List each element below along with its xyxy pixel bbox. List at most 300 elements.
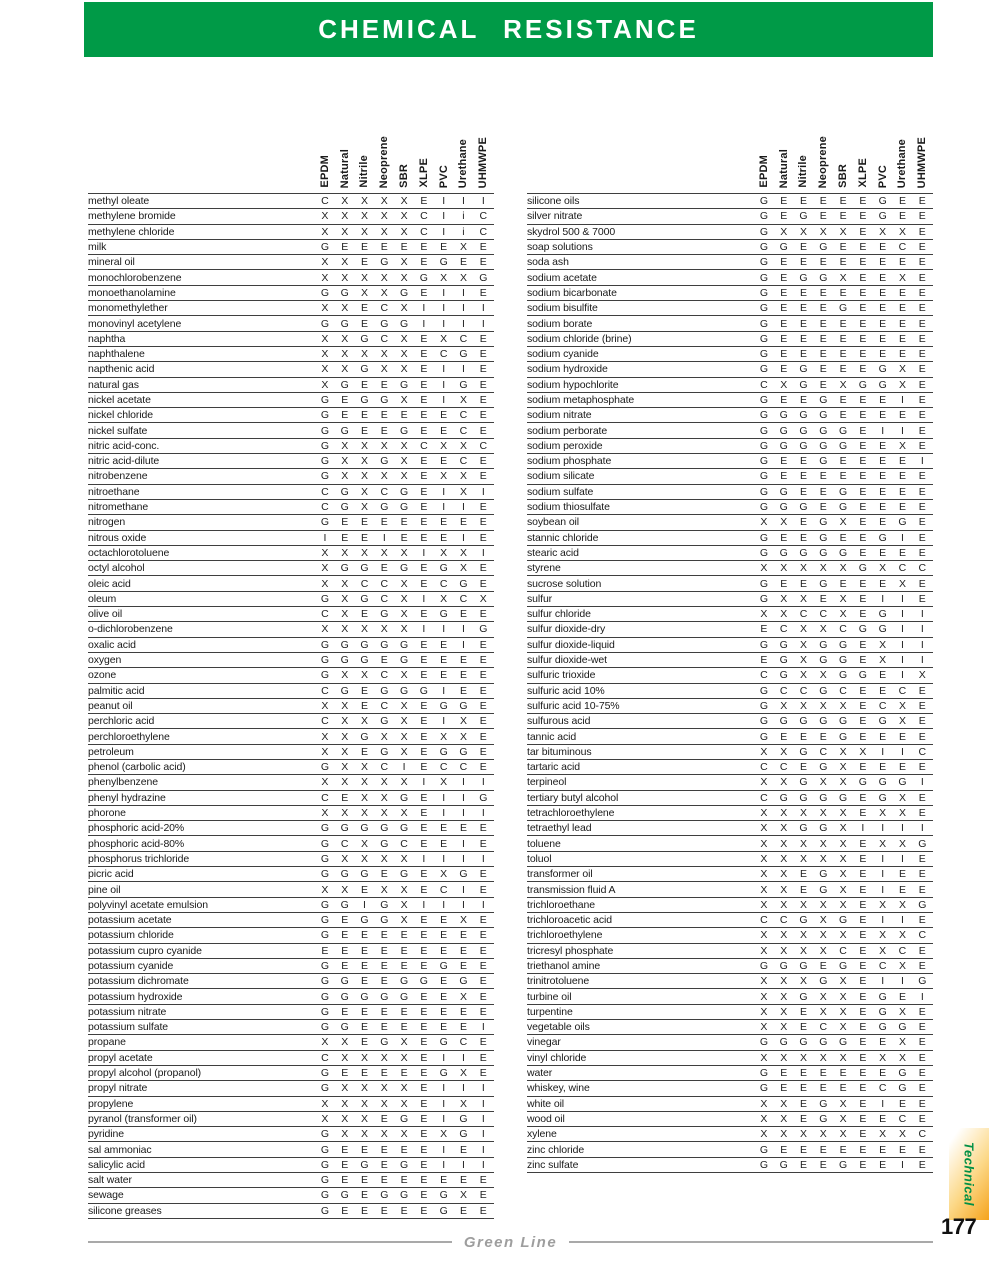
rating-cell: G (918, 837, 927, 850)
rating-cell: X (380, 1128, 388, 1141)
rating-cell: E (440, 516, 448, 529)
rating-cell: G (459, 1128, 468, 1141)
rating-cell: E (819, 332, 827, 345)
chemical-name: potassium cyanide (88, 959, 174, 972)
table-row (88, 1020, 494, 1035)
column-header-label: XLPE (417, 158, 430, 188)
rating-cell: I (881, 745, 885, 758)
rating-cell: G (839, 302, 848, 315)
rating-cell: I (881, 1097, 885, 1110)
chemical-name: tertiary butyl alcohol (527, 791, 619, 804)
rating-cell: E (780, 531, 788, 544)
rating-cell: E (420, 761, 428, 774)
rating-cell: E (380, 516, 388, 529)
rating-cell: G (819, 439, 828, 452)
rating-cell: G (819, 271, 828, 284)
rating-cell: G (459, 378, 468, 391)
rating-cell: G (400, 1112, 409, 1125)
rating-cell: G (340, 990, 349, 1003)
rating-cell: E (918, 1021, 926, 1034)
rating-cell: X (440, 271, 448, 284)
rating-cell: G (779, 546, 788, 559)
rating-cell: G (400, 562, 409, 575)
rating-cell: I (462, 531, 465, 544)
table-row (88, 974, 494, 989)
rating-cell: G (340, 317, 349, 330)
rating-cell: C (459, 455, 468, 468)
rating-cell: X (780, 852, 788, 865)
rating-cell: X (400, 1051, 408, 1064)
rating-cell: E (420, 669, 428, 682)
chemical-name: sulfuric acid 10% (527, 684, 605, 697)
rating-cell: E (360, 409, 368, 422)
table-row (527, 638, 933, 653)
rating-cell: E (918, 699, 926, 712)
rating-cell: G (858, 623, 867, 636)
table-row (527, 974, 933, 989)
rating-cell: C (779, 914, 788, 927)
rating-cell: I (881, 822, 885, 835)
rating-cell: X (321, 378, 329, 391)
rating-cell: X (839, 516, 847, 529)
rating-cell: E (380, 1021, 388, 1034)
rating-cell: E (420, 394, 428, 406)
table-row (88, 913, 494, 928)
rating-cell: X (760, 608, 768, 621)
rating-cell: E (918, 883, 926, 896)
rating-cell: X (360, 807, 368, 820)
table-row (88, 1204, 494, 1219)
rating-cell: E (400, 409, 408, 422)
rating-cell: I (920, 638, 924, 651)
rating-cell: X (459, 394, 467, 406)
rating-cell: I (481, 776, 485, 789)
rating-cell: E (341, 241, 349, 254)
rating-cell: G (839, 669, 848, 682)
rating-cell: X (341, 195, 349, 208)
rating-cell: G (759, 1067, 768, 1080)
column-header-nitrile (794, 155, 814, 193)
rating-cell: C (400, 837, 408, 850)
rating-cell: G (320, 1143, 329, 1156)
chemical-name: trinitrotoluene (527, 975, 590, 988)
rating-cell: I (901, 531, 904, 544)
rating-cell: E (859, 256, 867, 269)
rating-cell: X (780, 225, 788, 238)
page-title: CHEMICAL RESISTANCE (318, 14, 699, 44)
rating-cell: E (360, 1204, 368, 1217)
rating-cell: X (360, 485, 368, 498)
column-header-label: Nitrile (358, 155, 371, 188)
rating-cell: E (839, 317, 847, 330)
rating-cell: I (442, 501, 446, 514)
table-row (88, 592, 494, 607)
rating-cell: X (799, 837, 807, 850)
rating-cell: G (380, 822, 389, 835)
rating-cell: E (918, 409, 926, 422)
rating-cell: E (341, 944, 349, 957)
rating-cell: I (323, 531, 327, 544)
chemical-name: soybean oil (527, 516, 580, 529)
table-row (527, 378, 933, 393)
rating-cell: G (320, 669, 329, 682)
rating-cell: G (320, 424, 329, 437)
chemical-name: phosphoric acid-80% (88, 837, 185, 850)
rating-cell: X (780, 868, 788, 881)
rating-cell: G (320, 1005, 329, 1018)
rating-cell: X (360, 852, 368, 865)
rating-cell: E (440, 914, 448, 927)
rating-cell: G (320, 592, 329, 605)
rating-cell: G (320, 1158, 329, 1171)
rating-cell: G (320, 654, 329, 667)
rating-cell: E (879, 669, 887, 682)
rating-cell: E (918, 852, 926, 865)
rating-cell: I (881, 424, 885, 437)
rating-cell: G (779, 1158, 788, 1171)
rating-cell: E (839, 1143, 847, 1156)
chemical-name: nitric acid-conc. (88, 439, 160, 452)
rating-cell: E (918, 791, 926, 804)
table-row (88, 454, 494, 469)
rating-cell: E (799, 1143, 807, 1156)
rating-cell: I (481, 1143, 485, 1156)
rating-cell: E (341, 959, 349, 972)
rating-cell: G (779, 1036, 788, 1049)
rating-cell: I (462, 898, 465, 911)
rating-cell: G (819, 409, 828, 422)
table-row (88, 332, 494, 347)
rating-cell: X (839, 225, 847, 238)
table-row (88, 989, 494, 1004)
rating-cell: C (321, 485, 329, 498)
rating-cell: E (799, 455, 807, 468)
rating-cell: E (799, 317, 807, 330)
rating-cell: E (879, 409, 887, 422)
rating-cell: X (819, 562, 827, 575)
rating-cell: E (420, 654, 428, 667)
rating-cell: G (439, 1036, 448, 1049)
rating-cell: I (901, 654, 904, 667)
rating-cell: X (380, 195, 388, 208)
rating-cell: I (901, 822, 904, 835)
rating-cell: C (898, 684, 907, 697)
rating-cell: E (420, 1112, 428, 1125)
rating-cell: G (839, 715, 848, 728)
rating-cell: X (780, 745, 788, 758)
rating-cell: E (859, 608, 867, 621)
rating-cell: E (479, 684, 487, 697)
rating-cell: X (799, 807, 807, 820)
rating-cell: E (918, 516, 926, 529)
rating-cell: E (360, 531, 368, 544)
rating-cell: X (760, 745, 768, 758)
rating-cell: G (759, 715, 768, 728)
chemical-name: nitrogen (88, 516, 126, 529)
rating-cell: E (859, 914, 867, 927)
rating-cell: X (360, 623, 368, 636)
rating-cell: E (360, 317, 368, 330)
rating-cell: G (380, 837, 389, 850)
rating-cell: G (839, 439, 848, 452)
rating-cell: X (780, 1112, 788, 1125)
rating-cell: I (462, 501, 465, 514)
table-row (527, 1112, 933, 1127)
rating-cell: X (380, 852, 388, 865)
rating-cell: X (360, 1051, 368, 1064)
column-header-sbr (394, 164, 414, 193)
table-row (527, 515, 933, 530)
rating-cell: E (879, 485, 887, 498)
rating-cell: G (360, 868, 369, 881)
rating-cell: G (340, 975, 349, 988)
rating-cell: E (479, 868, 487, 881)
rating-cell: G (799, 439, 808, 452)
rating-cell: G (320, 852, 329, 865)
rating-cell: X (341, 715, 349, 728)
rating-cell: E (819, 195, 827, 208)
rating-cell: I (442, 394, 446, 406)
rating-cell: E (819, 485, 827, 498)
rating-cell: X (799, 638, 807, 651)
rating-cell: G (779, 439, 788, 452)
chemical-name: turpentine (527, 1005, 573, 1018)
chemical-name: nitromethane (88, 501, 149, 514)
table-row (88, 898, 494, 913)
chemical-name: propylene (88, 1097, 134, 1110)
rating-cell: I (481, 195, 485, 208)
rating-cell: X (321, 776, 329, 789)
rating-cell: X (780, 944, 788, 957)
rating-cell: E (879, 684, 887, 697)
rating-cell: C (878, 699, 887, 712)
column-header-label: UHMWPE (916, 136, 929, 188)
rating-cell: X (400, 271, 408, 284)
rating-cell: X (760, 1021, 768, 1034)
rating-cell: E (799, 348, 807, 361)
rating-cell: E (799, 485, 807, 498)
rating-cell: X (839, 1021, 847, 1034)
rating-cell: E (380, 424, 388, 437)
rating-cell: X (898, 439, 906, 452)
rating-cell: E (459, 944, 467, 957)
rating-cell: E (839, 1067, 847, 1080)
chemical-name: phenylbenzene (88, 776, 158, 789)
rating-cell: I (901, 394, 904, 406)
rating-cell: E (341, 1143, 349, 1156)
table-row (527, 852, 933, 867)
rating-cell: E (898, 348, 906, 361)
table-row (527, 500, 933, 515)
rating-cell: G (320, 1189, 329, 1202)
rating-cell: C (420, 439, 428, 452)
rating-cell: G (320, 761, 329, 774)
chemical-name: phorone (88, 807, 126, 820)
rating-cell: E (380, 409, 388, 422)
rating-cell: I (462, 1158, 465, 1171)
rating-cell: E (918, 1097, 926, 1110)
rating-cell: E (918, 1051, 926, 1064)
rating-cell: X (839, 990, 847, 1003)
rating-cell: E (479, 638, 487, 651)
rating-cell: I (442, 852, 446, 865)
rating-cell: X (440, 592, 448, 605)
rating-cell: I (481, 546, 485, 559)
rating-cell: G (858, 669, 867, 682)
rating-cell: X (879, 654, 887, 667)
chemical-name: sodium metaphosphate (527, 394, 635, 406)
rating-cell: G (380, 914, 389, 927)
rating-cell: E (780, 730, 788, 743)
rating-cell: E (819, 959, 827, 972)
rating-cell: E (859, 1097, 867, 1110)
rating-cell: E (898, 546, 906, 559)
rating-cell: E (918, 332, 926, 345)
rating-cell: G (360, 822, 369, 835)
rating-cell: G (759, 363, 768, 376)
rating-cell: I (881, 852, 885, 865)
rating-cell: C (760, 914, 768, 927)
rating-cell: I (462, 623, 465, 636)
table-row (527, 745, 933, 760)
rating-cell: X (799, 654, 807, 667)
rating-cell: E (799, 195, 807, 208)
rating-cell: E (360, 1143, 368, 1156)
rating-cell: X (341, 776, 349, 789)
table-row (527, 255, 933, 270)
rating-cell: G (340, 485, 349, 498)
rating-cell: I (462, 776, 465, 789)
rating-cell: G (360, 654, 369, 667)
table-row (88, 699, 494, 714)
chemical-name: methyl oleate (88, 195, 150, 208)
rating-cell: X (400, 348, 408, 361)
rating-cell: E (839, 409, 847, 422)
rating-cell: G (819, 455, 828, 468)
table-row (527, 791, 933, 806)
rating-cell: G (320, 439, 329, 452)
rating-cell: G (759, 394, 768, 406)
rating-cell: E (440, 944, 448, 957)
table-row (88, 821, 494, 836)
rating-cell: E (799, 1112, 807, 1125)
rating-cell: I (920, 455, 924, 468)
table-row (527, 240, 933, 255)
rating-cell: X (400, 715, 408, 728)
rating-cell: I (462, 883, 465, 896)
rating-cell: G (340, 424, 349, 437)
rating-cell: E (918, 546, 926, 559)
chemical-name: zinc sulfate (527, 1158, 579, 1171)
rating-cell: E (341, 791, 349, 804)
rating-cell: E (459, 959, 467, 972)
rating-cell: X (459, 439, 467, 452)
rating-cell: E (459, 608, 467, 621)
chemical-name: zinc chloride (527, 1143, 585, 1156)
rating-cell: X (780, 837, 788, 850)
rating-cell: I (422, 592, 426, 605)
rating-cell: E (459, 1021, 467, 1034)
rating-cell: G (400, 975, 409, 988)
rating-cell: G (819, 975, 828, 988)
rating-cell: C (321, 608, 329, 621)
rating-cell: X (341, 761, 349, 774)
rating-cell: X (360, 470, 368, 483)
rating-cell: E (839, 286, 847, 299)
footer-rule-right (569, 1241, 933, 1243)
chemical-name: transformer oil (527, 868, 593, 881)
chemical-name: stearic acid (527, 546, 579, 559)
rating-cell: E (420, 715, 428, 728)
rating-cell: E (420, 1158, 428, 1171)
rating-cell: E (859, 1082, 867, 1095)
rating-cell: G (819, 1112, 828, 1125)
rating-cell: X (879, 944, 887, 957)
rating-cell: E (859, 959, 867, 972)
rating-cell: X (898, 791, 906, 804)
rating-cell: I (481, 317, 485, 330)
table-row (527, 485, 933, 500)
rating-cell: X (341, 807, 349, 820)
table-row (527, 1051, 933, 1066)
rating-cell: E (898, 730, 906, 743)
chemical-name: sodium hydroxide (527, 363, 608, 376)
column-header-pvc (434, 165, 454, 193)
rating-cell: E (479, 286, 487, 299)
chemical-name: nitroethane (88, 485, 140, 498)
rating-cell: I (920, 990, 924, 1003)
rating-cell: X (459, 470, 467, 483)
rating-cell: X (341, 1097, 349, 1110)
rating-cell: G (439, 699, 448, 712)
table-row (527, 362, 933, 377)
rating-cell: C (918, 1128, 927, 1141)
rating-cell: E (440, 424, 448, 437)
rating-cell: X (839, 852, 847, 865)
rating-cell: E (341, 409, 349, 422)
rating-cell: X (780, 378, 788, 391)
rating-cell: I (462, 837, 465, 850)
rating-cell: C (839, 944, 847, 957)
rating-cell: G (759, 577, 768, 590)
rating-cell: I (901, 914, 904, 927)
rating-cell: E (360, 256, 368, 269)
table-row (88, 729, 494, 744)
rating-cell: G (380, 317, 389, 330)
rating-cell: X (380, 1082, 388, 1095)
rating-cell: E (799, 1005, 807, 1018)
rating-cell: E (859, 1021, 867, 1034)
rating-cell: G (320, 1128, 329, 1141)
table-row (88, 867, 494, 882)
rating-cell: X (459, 241, 467, 254)
rating-cell: X (440, 332, 448, 345)
rating-cell: E (859, 715, 867, 728)
table-row (527, 531, 933, 546)
rating-cell: G (819, 1097, 828, 1110)
rating-cell: X (360, 348, 368, 361)
rating-cell: E (819, 1143, 827, 1156)
rating-cell: C (380, 761, 389, 774)
rating-cell: G (759, 546, 768, 559)
rating-cell: E (420, 1174, 428, 1187)
rating-cell: X (819, 914, 827, 927)
rating-cell: G (799, 914, 808, 927)
rating-cell: E (420, 822, 428, 835)
rating-cell: C (479, 439, 488, 452)
chemical-name: potassium hydroxide (88, 990, 183, 1003)
rating-cell: E (360, 745, 368, 758)
